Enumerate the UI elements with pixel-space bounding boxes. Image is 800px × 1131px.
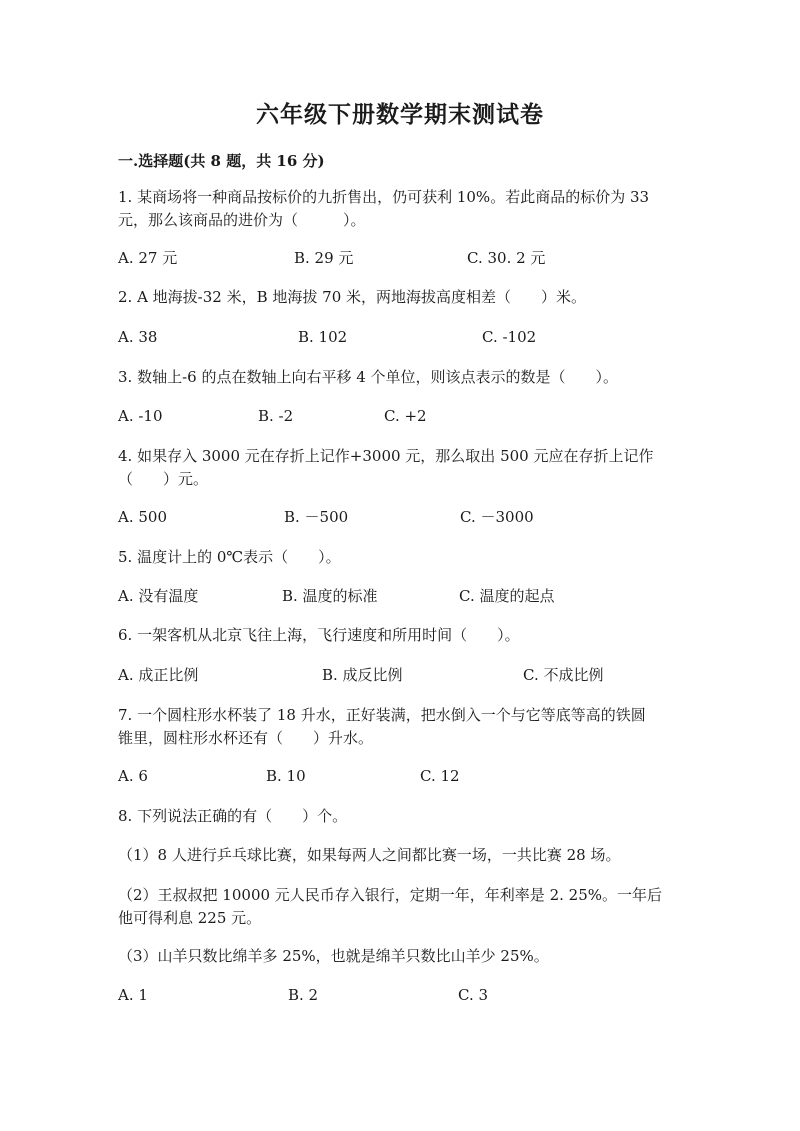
option-b: B. 温度的标准 [282,587,378,605]
option-c: C. 温度的起点 [459,587,555,605]
option-a: A. 6 [118,767,148,785]
option-b: B. -2 [258,407,294,425]
question-7-text-line2: 锥里，圆柱形水杯还有（ ）升水。 [118,729,374,747]
statement-2-text-line1: （2）王叔叔把 10000 元人民币存入银行，定期一年，年利率是 2. 25%。一年后 [118,886,662,904]
option-c: C. －3000 [460,508,534,526]
option-b: B. 成反比例 [322,666,403,684]
question-6-options [118,664,688,686]
option-b: B. 29 元 [294,249,354,267]
option-a: A. 500 [118,508,167,526]
question-7-text-line1: 7. 一个圆柱形水杯装了 18 升水，正好装满，把水倒入一个与它等底等高的铁圆 [118,706,646,724]
option-a: A. -10 [118,407,163,425]
question-5 [118,546,688,569]
option-c: C. 30. 2 元 [467,249,546,267]
question-2-text: 2. A 地海拔-32 米，B 地海拔 70 米，两地海拔高度相差（ ）米。 [118,288,587,306]
question-8 [118,805,688,828]
option-c: C. 3 [458,986,489,1004]
question-4 [118,445,688,491]
page-title: 六年级下册数学期末测试卷 [256,101,544,128]
question-6-text: 6. 一架客机从北京飞往上海，飞行速度和所用时间（ ）。 [118,626,520,644]
option-a: A. 38 [118,328,158,346]
option-b: B. 10 [266,767,306,785]
question-1-text-line1: 1. 某商场将一种商品按标价的九折售出，仍可获利 10%。若此商品的标价为 33 [118,188,650,206]
question-1 [118,186,688,232]
question-4-text-line1: 4. 如果存入 3000 元在存折上记作+3000 元，那么取出 500 元应在存折上记作 [118,447,654,465]
statement-2-text-line2: 他可得利息 225 元。 [118,909,262,927]
question-7-options [118,765,688,787]
question-7 [118,704,688,750]
question-3 [118,366,688,389]
question-1-options [118,247,688,269]
question-4-options [118,506,688,528]
section-heading: 一.选择题(共 8 题，共 16 分) [118,152,325,170]
option-c: C. 12 [420,767,460,785]
question-3-options [118,405,688,427]
question-3-text: 3. 数轴上-6 的点在数轴上向右平移 4 个单位，则该点表示的数是（ ）。 [118,368,619,386]
option-a: A. 没有温度 [118,587,199,605]
question-8-statement-3 [118,945,688,968]
question-6 [118,624,688,647]
question-8-text: 8. 下列说法正确的有（ ）个。 [118,807,348,825]
option-b: B. 2 [288,986,319,1004]
question-1-text-line2: 元，那么该商品的进价为（ ）。 [118,211,366,229]
question-8-statement-1 [118,844,688,867]
statement-1-text: （1）8 人进行乒乓球比赛，如果每两人之间都比赛一场，一共比赛 28 场。 [118,846,621,864]
option-b: B. －500 [284,508,349,526]
option-a: A. 成正比例 [118,666,199,684]
option-b: B. 102 [298,328,348,346]
option-c: C. +2 [384,407,427,425]
question-2 [118,286,688,309]
question-2-options [118,326,688,348]
option-a: A. 1 [118,986,148,1004]
option-c: C. 不成比例 [523,666,604,684]
question-8-options [118,984,688,1006]
question-4-text-line2: （ ）元。 [118,470,209,488]
question-8-statement-2 [118,884,688,930]
statement-3-text: （3）山羊只数比绵羊多 25%，也就是绵羊只数比山羊少 25%。 [118,947,549,965]
question-5-text: 5. 温度计上的 0℃表示（ ）。 [118,548,341,566]
question-5-options [118,585,688,607]
option-a: A. 27 元 [118,249,178,267]
option-c: C. -102 [482,328,537,346]
